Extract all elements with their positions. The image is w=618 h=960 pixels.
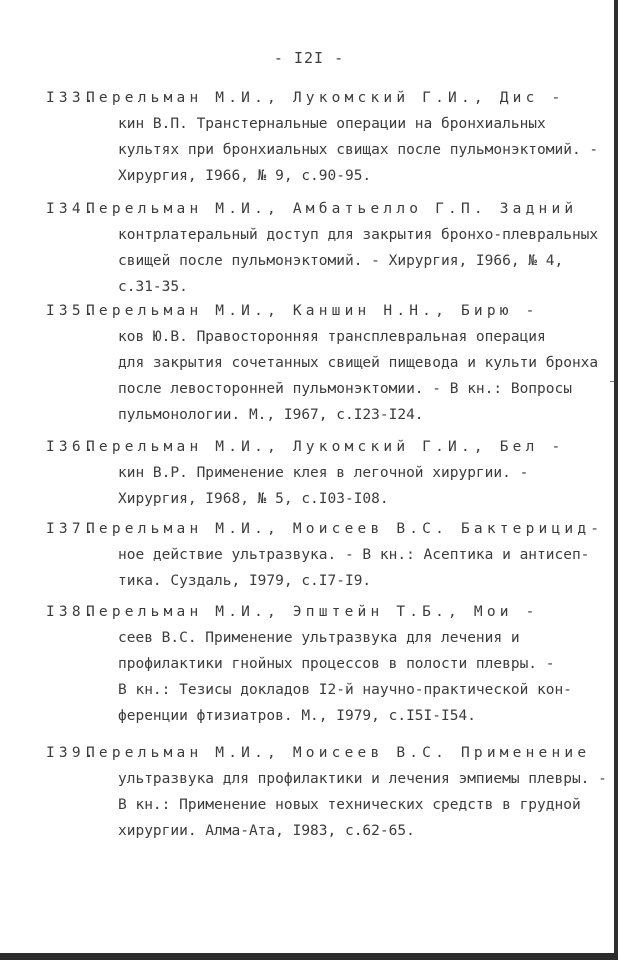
entry-line: В кн.: Тезисы докладов I2-й научно-практической кон- [118,682,572,698]
scan-edge [614,0,618,960]
entry-line: контрлатеральный доступ для закрытия бронхо-плевральных [118,227,599,243]
entry-number: I33. [46,90,98,106]
entry-line: Хирургия, I966, № 9, с.90-95. [118,168,372,184]
entry-first-line [46,298,592,324]
entry-text: Перельман М.И., Моисеев В.С. Применение [86,745,591,761]
entry-text: Перельман М.И., Моисеев В.С. Бактерицид- [86,521,604,537]
reference-entry [46,196,599,300]
reference-entry [46,434,592,512]
entry-line: с.31-35. [118,279,188,295]
reference-entry [46,740,607,844]
entry-line: кин В.П. Транстернальные операции на бронхиальных [118,116,546,132]
entry-number: I37. [46,521,98,537]
entry-number: I34. [46,201,98,217]
entry-first-line [46,740,592,766]
entry-line: тика. Суздаль, I979, с.I7-I9. [118,573,372,589]
entry-line: хирургии. Алма-Ата, I983, с.62-65. [118,823,415,839]
entry-line: профилактики гнойных процессов в полости плевры. - [118,656,555,672]
reference-entry [46,298,599,428]
entry-text: Перельман М.И., Эпштейн Т.Б., Мои - [86,604,539,620]
entry-line: ков Ю.В. Правосторонняя трансплевральная операция [118,329,546,345]
page-number: - I2I - [273,49,345,67]
entry-first-line [46,85,592,111]
entry-line: ное действие ультразвука. - В кн.: Асептика и антисеп- [118,547,590,563]
entry-line: Хирургия, I968, № 5, с.I03-I08. [118,491,389,507]
entry-first-line [46,599,592,625]
entry-line: для закрытия сочетанных свищей пищевода и культи бронха [118,355,599,371]
entry-line: после левосторонней пульмонэктомии. - В кн.: Вопросы [118,381,572,397]
entry-first-line [46,434,592,460]
entry-line: ультразвука для профилактики и лечения эмпиемы плевры. - [118,771,607,787]
entry-text: Перельман М.И., Лукомский Г.И., Дис - [86,90,565,106]
reference-entry [46,599,592,729]
entry-first-line [46,516,604,542]
reference-entry [46,85,599,189]
entry-line: В кн.: Применение новых технических средств в грудной [118,797,581,813]
entry-text: Перельман М.И., Лукомский Г.И., Бел - [86,439,565,455]
entry-line: культях при бронхиальных свищах после пульмонэктомий. - [118,142,599,158]
entry-number: I38. [46,604,98,620]
entry-first-line [46,196,592,222]
entry-line: сеев В.С. Применение ультразвука для лечения и [118,630,520,646]
entry-line: кин В.Р. Применение клея в легочной хирургии. - [118,465,529,481]
entry-number: I36. [46,439,98,455]
entry-number: I35. [46,303,98,319]
entry-line: ференции фтизиатров. М., I979, с.I5I-I54. [118,708,476,724]
entry-text: Перельман М.И., Каншин Н.Н., Бирю - [86,303,539,319]
entry-text: Перельман М.И., Амбатьелло Г.П. Задний [86,201,578,217]
entry-line: свищей после пульмонэктомий. - Хирургия, I966, № 4, [118,253,564,269]
reference-entry [46,516,604,594]
entry-number: I39. [46,745,98,761]
entry-line: пульмонологии. М., I967, с.I23-I24. [118,407,424,423]
scan-bottom-edge [0,953,618,960]
